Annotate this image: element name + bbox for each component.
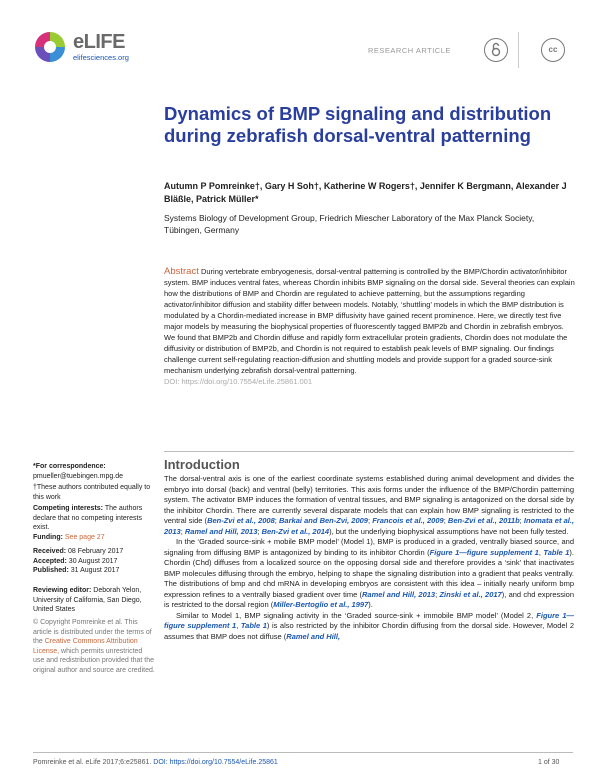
text-run: ). [368,600,373,609]
correspondence-email[interactable]: pmueller@tuebingen.mpg.de [33,472,123,480]
published-label: Published: [33,567,69,574]
citation-link[interactable]: Ben-Zvi et al., 2008 [207,516,275,525]
competing-value: The authors declare that no competing interests exist. [33,505,143,531]
abstract [164,266,576,387]
citation-link[interactable]: Inomata et al., 2013 [164,516,575,536]
article-type: RESEARCH ARTICLE [368,46,451,55]
competing-interests [33,504,155,533]
text-run: ), and chd expression is restricted to the dorsal region ( [164,589,574,609]
reviewing-editor [33,586,155,615]
introduction-heading: Introduction [164,457,240,472]
figure-link[interactable]: Figure 1—figure supplement 1 [429,547,539,557]
citation-link[interactable]: Ramel and Hill, [286,631,341,641]
footer-doi-link[interactable]: DOI: https://doi.org/10.7554/eLife.25861 [153,759,278,766]
elife-logo-icon [33,30,67,64]
received-date: 08 February 2017 [68,548,124,555]
page-number: 1 of 30 [538,759,560,766]
citation-link[interactable]: Francois et al., 2009 [372,516,444,525]
funding-label: Funding: [33,534,63,541]
figure-link[interactable]: Figure 1—figure supplement 1 [164,610,574,630]
copyright-post: which permits unrestricted use and redistribution provided that the original author and source are credited. [33,647,155,674]
citation-link[interactable]: Zinski et al., 2017 [439,589,502,599]
text-run: ). Chordin (Chd) diffuses from a localized source on the opposing dorsal side and therefore provides a ‘sink’ that inactivates BMP molecules diffusing through the embryo, helping to shape the signaling distribution into a gradient that peaks ventrally. The distributions of bmp and chd mRNA in developing embryos are consistent with this idea – initially nearly uniform bmp expression refines to a ventrally biased gradient over time ( [164,547,574,599]
accepted-date: 30 August 2017 [68,557,118,565]
funding-link[interactable]: See page 27 [64,534,105,541]
text-run: Similar to Model 1, BMP signaling activity in the ‘Graded source-sink + immobile BMP model’ (Model 2, [176,610,537,620]
reviewing-value: Deborah Yelon, University of California, San Diego, United States [33,587,142,613]
text-run: The dorsal-ventral axis is one of the earliest coordinate systems established during animal development and divides the embryo into dorsal (back) and ventral (belly) territories. This axis forms under the influence of the BMP/Chordin patterning system. The activator BMP induces the formation of ventral tissues, and BMP signaling is antagonized on the dorsal side by the inhibitor Chordin. There are currently several disparate models that can explain how BMP signaling is restricted to the ventral side ( [164,474,574,525]
citation-link[interactable]: Ben-Zvi et al., 2014 [261,526,330,536]
article-title: Dynamics of BMP signaling and distribution during zebrafish dorsal-ventral patterning [164,103,552,146]
text-run: In the ‘Graded source-sink + mobile BMP model’ (Model 1), BMP is produced in a graded, ventrally biased source, and signaling from diffusing BMP is antagonized by binding to its inhibitor Chordin ( [164,537,574,557]
logo-name: eLIFE [73,31,125,53]
published-date: 31 August 2017 [70,567,120,574]
citation-link[interactable]: Ramel and Hill, 2013 [362,589,436,599]
affiliation: Systems Biology of Development Group, Friedrich Miescher Laboratory of the Max Planck Society, Tübingen, Germany [164,213,535,235]
copyright [33,618,155,675]
copyright-pre: © Copyright Pomreinke et al. This article is distributed under the terms of the [33,619,152,645]
abstract-doi[interactable]: DOI: https://doi.org/10.7554/eLife.25861.001 [164,377,313,386]
creative-commons-icon[interactable]: cc [541,38,565,62]
equal-contribution-note: †These authors contributed equally to this work [33,484,151,501]
footer-divider [33,752,573,753]
table-link[interactable]: Table 1 [543,547,570,557]
logo-url[interactable]: elifesciences.org [73,53,129,62]
citation-text: Pomreinke et al. eLife 2017;6:e25861. [33,759,152,766]
abstract-label: Abstract [164,266,199,277]
header-divider [518,32,519,68]
table-link[interactable]: Table 1 [240,621,267,630]
intro-paragraph-1: The dorsal-ventral axis is one of the earliest coordinate systems established during animal development and divides the embryo into dorsal (back) and ventral (belly) territories. This axis forms under the influence of the BMP/Chordin patterning system. The activator BMP induces the formation of ventral tissues, and BMP signaling is antagonized on the dorsal side by the inhibitor Chordin. There are currently several disparate models that can explain how BMP signaling is restricted to the ventral side (Ben-Zvi et al., 2008; Barkai and Ben-Zvi, 2009; Francois et al., 2009; Ben-Zvi et al., 2011b; Inomata et al., 2013; Ramel and Hill, 2013; Ben-Zvi et al., 2014), but the underlying biophysical assumptions have not been fully tested. In the ‘Graded source-sink + mobile BMP model’ (Model 1), BMP is produced in a graded, ventrally biased source, and signaling from diffusing BMP is antagonized by binding to its inhibitor Chordin (Figure 1—figure supplement 1, Table 1). Chordin (Chd) diffuses from a localized source on the opposing dorsal side and therefore provides a ‘sink’ that inactivates BMP molecules diffusing through the embryo, helping to shape the signaling distribution into a gradient that peaks ventrally. The distributions of bmp and chd mRNA in developing embryos are consistent with this idea – initially nearly uniform bmp expression refines to a ventrally biased gradient over time (Ramel and Hill, 2013; Zinski et al., 2017), and chd expression is restricted to the dorsal region (Miller-Bertoglio et al., 1997). Similar to Model 1, BMP signaling activity in the ‘Graded source-sink + immobile BMP model’ (Model 2, Figure 1—figure supplement 1, Table 1) is also restricted by the inhibitor Chordin diffusing from the dorsal side. However, Model 2 assumes that BMP does not diffuse (Ramel and Hill, [164,474,575,641]
text-run: ), but the underlying biophysical assumptions have not been fully tested. [329,526,569,536]
text-run: ) is also restricted by the inhibitor Chordin diffusing from the dorsal side. However, Model 2 assumes that BMP does not diffuse ( [164,621,574,641]
reviewing-label: Reviewing editor: [33,587,92,594]
dates [33,547,155,576]
citation-link[interactable]: Ramel and Hill, 2013 [184,526,258,536]
correspondence [33,462,155,481]
elife-logo[interactable] [33,28,133,68]
cc-license-link[interactable]: Creative Commons Attribution License, [33,638,138,655]
accepted-label: Accepted: [33,557,67,565]
citation-link[interactable]: Miller-Bertoglio et al., 1997 [273,600,369,609]
funding [33,533,155,543]
open-access-icon[interactable] [484,38,508,62]
correspondence-label: *For correspondence: [33,463,106,470]
competing-label: Competing interests: [33,505,104,512]
received-label: Received: [33,548,67,555]
author-list[interactable]: Autumn P Pomreinke†, Gary H Soh†, Katherine W Rogers†, Jennifer K Bergmann, Alexander J Bläßle, Patrick Müller* [164,181,567,204]
section-divider [164,451,574,452]
footer-citation [33,759,278,766]
citation-link[interactable]: Barkai and Ben-Zvi, 2009 [279,516,368,525]
open-access-glyph-icon [485,39,507,61]
citation-link[interactable]: Ben-Zvi et al., 2011b [447,516,520,525]
abstract-text: During vertebrate embryogenesis, dorsal-ventral patterning is controlled by the BMP/Chordin activator/inhibitor system. BMP induces ventral fates, whereas Chordin inhibits BMP signaling on the dorsal side. Several theories can explain how the distributions of BMP and Chordin are regulated to achieve patterning, but the assumptions regarding activator/inhibitor diffusion and stability differ between models. Notably, ‘shuttling’ models in which the BMP distribution is modulated by a Chordin-mediated increase in BMP diffusivity have gained recent prominence. Here, we directly test five major models by measuring the biophysical properties of fluorescently tagged BMP2b and Chordin in zebrafish embryos. We found that BMP2b and Chordin diffuse and rapidly form extracellular protein gradients, Chordin does not modulate the diffusivity or distribution of BMP2b, and Chordin is not required to establish peak levels of BMP signaling. Our findings challenge current self-regulating reaction-diffusion and shuttling models and provide support for a graded source-sink mechanism underlying zebrafish dorsal-ventral patterning. [164,267,575,375]
